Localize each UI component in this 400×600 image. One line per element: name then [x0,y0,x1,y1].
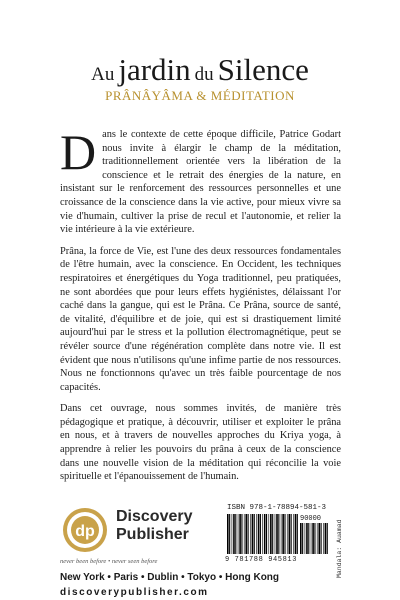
barcode-bar [311,523,312,554]
publisher-website: discoverypublisher.com [60,587,209,598]
barcode-bar [232,514,233,554]
barcode-bar [264,514,266,554]
barcode-bar [227,514,229,554]
publisher-tagline: never been before • never seen before [60,558,158,565]
barcode-bar [284,514,285,554]
barcode-bar [317,523,318,554]
barcode-bar [314,523,315,554]
blurb-paragraph-3: Dans cet ouvrage, nous sommes invités, de manière très pédagogique et pratique, à découvrir, utiliser et exploiter le prâna en nous, et à travers de nouvelles approches du Kriya yoga, à apprendre à relier les pouvoirs du prâna à ceux de la conscience dans une nouvelle vision de la méditation qui réconcilie la voie spirituelle et l'épanouissement de l'humain. [60,403,341,483]
barcode-bar [312,523,314,554]
blurb-text [60,124,341,492]
barcode-bar [252,514,254,554]
barcode-bar [256,514,257,554]
title-word-du: du [194,64,214,85]
title-word-silence: Silence [217,52,309,87]
barcode-bar [235,514,236,554]
barcode-bar [321,523,322,554]
barcode-bar [282,514,284,554]
barcode-bar [233,514,235,554]
barcode-bar [278,514,279,554]
publisher-cities: New York • Paris • Dublin • Tokyo • Hong Kong [60,572,280,583]
isbn-label: ISBN 978-1-78894-581-3 [227,504,327,512]
barcode-bar [308,523,309,554]
blurb-paragraph-1 [60,124,341,237]
barcode-bar [275,514,276,554]
drop-cap: D [60,124,97,180]
barcode-bar [272,514,273,554]
blurb-paragraph-2: Prâna, la force de Vie, est l'une des deux ressources fondamentales de l'être humain, avec la conscience. En Occident, les techniques respiratoires et énergétiques du Yoga traditionnel, peu pratiquées, ne sont abordées que pour leurs effets hygiénistes, délaissant l'or caché dans la gangue, qui est le Prâna. Ce Prâna, source de santé, de vitalité, d'équilibre et de joie, qui est si drastiquement limité aujourd'hui par le stress et la pollution électromagnétique, peut se révéler source d'une régénération complète dans notre vie. Il est évident que nous n'utilisons qu'une infime partie de nos ressources. Nous ne fonctionnons qu'avec un très faible pourcentage de nos capacités. [60,245,341,393]
paragraph-1-text: ans le contexte de cette époque difficile, Patrice Godart nous invite à élargir le champ de la méditation, traditionnellement orientée vers la libération de la conscience et le retrait des énergies de la nature, en insistant sur le renforcement des ressources personnelles et une croissance de la conscience dans la vie active, pour mieux vivre sa vie d'humain, cultiver la prise de recul et l'autonomie, et relier la vie intérieure à la vie extérieure. [60,129,341,236]
publisher-logo [60,505,110,555]
barcode-bar [239,514,241,554]
barcode-digits: 9 781788 945813 [225,556,298,564]
barcode-bar [318,523,320,554]
image-credit: Mandala: Auamad [336,519,343,578]
isbn-barcode [227,514,298,554]
barcode-bar [229,514,230,554]
barcode-bar [305,523,306,554]
barcode-bar [276,514,278,554]
book-title [0,54,400,85]
barcode-bar [262,514,263,554]
barcode-bar [266,514,267,554]
barcode-bar [269,514,270,554]
barcode-bar [244,514,245,554]
barcode-bar [327,523,328,554]
publisher-name-line1: Discovery [116,508,193,525]
title-word-au: Au [91,64,115,85]
logo-monogram: dp [75,523,95,540]
barcode-bar [300,523,302,554]
barcode-bar [254,514,255,554]
barcode-bar [291,514,292,554]
book-subtitle: PRÂNÂYÂMA & MÉDITATION [105,88,295,103]
barcode-bar [289,514,291,554]
barcode-bar [260,514,261,554]
barcode-bar [295,514,297,554]
barcode-bar [250,514,251,554]
barcode-bar [258,514,260,554]
barcode-bar [325,523,327,554]
barcode-bar [306,523,308,554]
barcode-bar [297,514,298,554]
barcode-bar [281,514,282,554]
barcode-bar [245,514,247,554]
barcode-bar [302,523,303,554]
publisher-name-line2: Publisher [116,526,189,543]
barcode-bar [287,514,288,554]
barcode-bar [270,514,272,554]
price-code: 90000 [300,515,322,523]
barcode-bar [323,523,324,554]
barcode-bar [238,514,239,554]
price-barcode [300,523,329,554]
barcode-bar [293,514,294,554]
barcode-bar [248,514,249,554]
barcode-bar [241,514,242,554]
title-word-jardin: jardin [118,52,191,87]
